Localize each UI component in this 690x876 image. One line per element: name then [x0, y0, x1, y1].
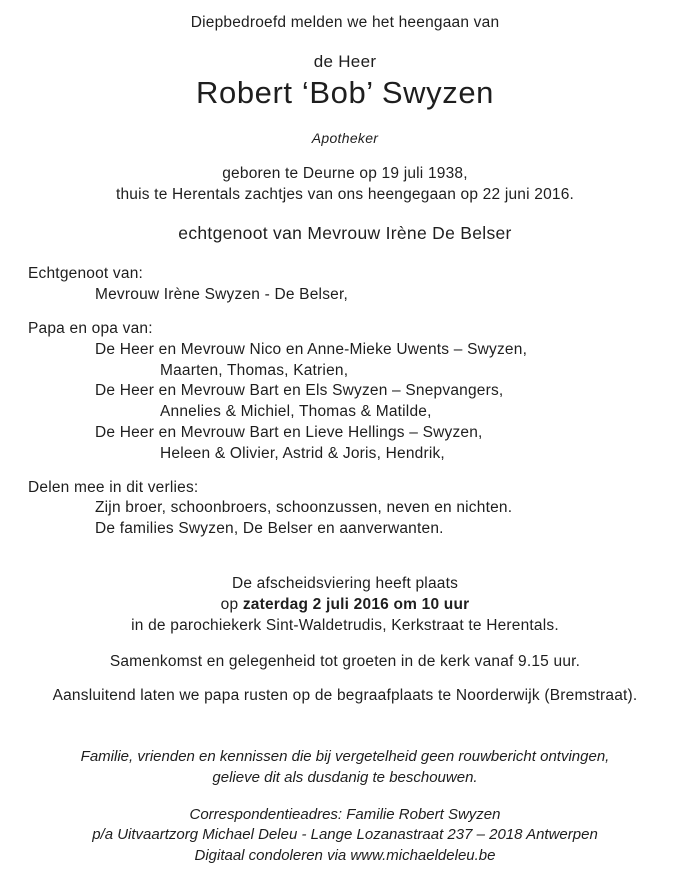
mourners-line: Zijn broer, schoonbroers, schoonzussen, neven en nichten.: [95, 499, 513, 517]
spouse-name: Mevrouw Irène Swyzen - De Belser,: [95, 286, 348, 304]
burial-line: Aansluitend laten we papa rusten op de begraafplaats te Noorderwijk (Bremstraat).: [52, 686, 638, 704]
ceremony-line: De afscheidsviering heeft plaats: [231, 574, 459, 592]
notice-block: [28, 746, 662, 788]
family-line: De Heer en Mevrouw Bart en Els Swyzen – Snepvangers,: [95, 382, 504, 400]
ceremony-location-line: in de parochiekerk Sint-Waldetrudis, Kerkstraat te Herentals.: [131, 616, 559, 634]
family-line: De Heer en Mevrouw Bart en Lieve Hellings – Swyzen,: [95, 423, 483, 441]
ceremony-date-line: [28, 594, 662, 615]
children-section: [28, 319, 662, 465]
correspondence-line: Correspondentieadres: Familie Robert Swyzen: [189, 805, 501, 823]
intro-line: Diepbedroefd melden we het heengaan van: [190, 14, 500, 31]
family-line: Maarten, Thomas, Katrien,: [160, 361, 349, 379]
salutation: de Heer: [313, 51, 377, 71]
death-line: thuis te Herentals zachtjes van ons heengegaan op 22 juni 2016.: [115, 185, 575, 203]
correspondence-line: p/a Uitvaartzorg Michael Deleu - Lange Lozanastraat 237 – 2018 Antwerpen: [92, 826, 598, 844]
spouse-emphasis-line: echtgenoot van Mevrouw Irène De Belser: [178, 223, 512, 244]
profession: Apotheker: [311, 129, 379, 146]
notice-line: gelieve dit als dusdanig te beschouwen.: [212, 768, 478, 786]
spouse-section-label: Echtgenoot van:: [28, 265, 144, 283]
family-line: De Heer en Mevrouw Nico en Anne-Mieke Uwents – Swyzen,: [95, 340, 528, 358]
correspondence-condolence-line: Digitaal condoleren via www.michaeldeleu.be: [194, 847, 496, 865]
family-line: Annelies & Michiel, Thomas & Matilde,: [160, 403, 432, 421]
spouse-section: [28, 264, 662, 306]
gathering-line: Samenkomst en gelegenheid tot groeten in de kerk vanaf 9.15 uur.: [109, 652, 581, 670]
family-line: Heleen & Olivier, Astrid & Joris, Hendrik,: [160, 444, 445, 462]
life-dates-block: [28, 164, 662, 206]
mourners-section-label: Delen mee in dit verlies:: [28, 478, 199, 496]
children-section-label: Papa en opa van:: [28, 319, 153, 337]
mourners-section: [28, 478, 662, 540]
correspondence-block: [28, 805, 662, 867]
ceremony-date-prefix: op: [220, 595, 243, 613]
mourners-line: De families Swyzen, De Belser en aanverwanten.: [95, 520, 444, 538]
ceremony-date-bold: zaterdag 2 juli 2016 om 10 uur: [242, 595, 470, 613]
birth-line: geboren te Deurne op 19 juli 1938,: [222, 164, 468, 182]
notice-line: Familie, vrienden en kennissen die bij vergetelheid geen rouwbericht ontvingen,: [80, 747, 610, 765]
ceremony-block: [28, 573, 662, 636]
deceased-name: Robert ‘Bob’ Swyzen: [196, 74, 494, 110]
